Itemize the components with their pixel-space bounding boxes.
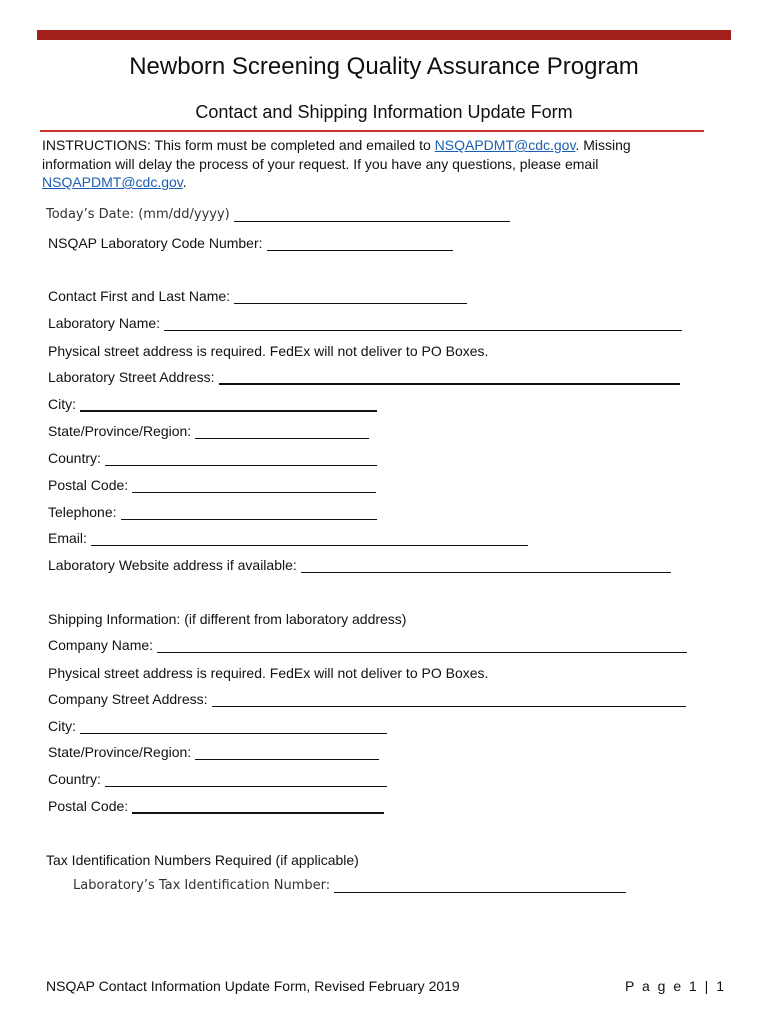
footer-form-name: NSQAP Contact Information Update Form, Revised February 2019 (46, 978, 460, 994)
header-accent-bar (37, 30, 731, 40)
shipping-state-label: State/Province/Region: (48, 744, 192, 760)
postal-label: Postal Code: (48, 477, 129, 493)
website-row (48, 557, 671, 573)
company-street-field[interactable] (212, 693, 686, 707)
instructions-text-1: INSTRUCTIONS: This form must be completed and emailed to (42, 137, 435, 153)
lab-code-field[interactable] (267, 237, 453, 251)
todays-date-row (46, 207, 510, 222)
footer-page-number: P a g e 1 | 1 (625, 978, 726, 994)
lab-street-label: Laboratory Street Address: (48, 369, 215, 385)
country-row (48, 450, 377, 466)
shipping-city-field[interactable] (80, 720, 387, 734)
company-name-label: Company Name: (48, 637, 154, 653)
website-field[interactable] (301, 559, 671, 573)
todays-date-field[interactable] (234, 208, 510, 222)
lab-name-label: Laboratory Name: (48, 315, 161, 331)
shipping-country-row (48, 771, 387, 787)
contact-name-label: Contact First and Last Name: (48, 288, 231, 304)
todays-date-label: Today’s Date: (mm/dd/yyyy) (46, 207, 230, 222)
state-field[interactable] (195, 425, 369, 439)
telephone-label: Telephone: (48, 504, 117, 520)
fedex-note: Physical street address is required. FedEx will not deliver to PO Boxes. (48, 343, 489, 359)
lab-code-label: NSQAP Laboratory Code Number: (48, 235, 263, 251)
country-label: Country: (48, 450, 101, 466)
shipping-fedex-note: Physical street address is required. FedEx will not deliver to PO Boxes. (48, 665, 489, 681)
shipping-postal-field[interactable] (132, 799, 384, 814)
tax-id-field[interactable] (334, 879, 626, 893)
email-link-2[interactable]: NSQAPDMT@cdc.gov (42, 174, 183, 190)
company-street-label: Company Street Address: (48, 691, 208, 707)
subtitle-divider (40, 130, 704, 132)
lab-name-row (48, 315, 682, 331)
shipping-heading: Shipping Information: (if different from laboratory address) (48, 611, 407, 627)
company-name-field[interactable] (157, 639, 687, 653)
telephone-row (48, 504, 377, 520)
form-subtitle: Contact and Shipping Information Update Form (195, 102, 573, 122)
lab-street-field[interactable] (219, 370, 680, 385)
email-row (48, 530, 528, 546)
tax-id-label: Laboratory’s Tax Identification Number: (73, 878, 331, 893)
shipping-state-field[interactable] (195, 746, 379, 760)
page-title: Newborn Screening Quality Assurance Program (129, 53, 639, 80)
instructions-text-3: . (182, 174, 187, 190)
email-link[interactable]: NSQAPDMT@cdc.gov (434, 137, 576, 153)
tax-heading: Tax Identification Numbers Required (if applicable) (46, 852, 359, 868)
shipping-country-label: Country: (48, 771, 101, 787)
instructions-text-2: . Missing information will delay the process of your request. If you have any questions, please email (42, 137, 631, 172)
shipping-postal-row (48, 798, 384, 814)
shipping-state-row (48, 744, 379, 760)
postal-row (48, 477, 376, 493)
contact-name-row (48, 288, 467, 304)
telephone-field[interactable] (121, 506, 377, 520)
tax-id-row (73, 878, 626, 893)
website-label: Laboratory Website address if available: (48, 557, 297, 573)
instructions-paragraph (42, 136, 702, 192)
city-label: City: (48, 396, 76, 412)
email-field[interactable] (91, 532, 528, 546)
state-label: State/Province/Region: (48, 423, 192, 439)
state-row (48, 423, 369, 439)
city-row (48, 396, 377, 412)
shipping-postal-label: Postal Code: (48, 798, 129, 814)
email-label: Email: (48, 530, 87, 546)
company-street-row (48, 691, 686, 707)
city-field[interactable] (80, 397, 377, 412)
shipping-city-label: City: (48, 718, 76, 734)
shipping-city-row (48, 718, 387, 734)
lab-name-field[interactable] (164, 317, 682, 331)
postal-field[interactable] (132, 479, 376, 493)
company-name-row (48, 637, 687, 653)
lab-code-row (48, 235, 453, 251)
country-field[interactable] (105, 452, 377, 466)
shipping-country-field[interactable] (105, 773, 387, 787)
lab-street-row (48, 369, 680, 385)
contact-name-field[interactable] (234, 290, 467, 304)
